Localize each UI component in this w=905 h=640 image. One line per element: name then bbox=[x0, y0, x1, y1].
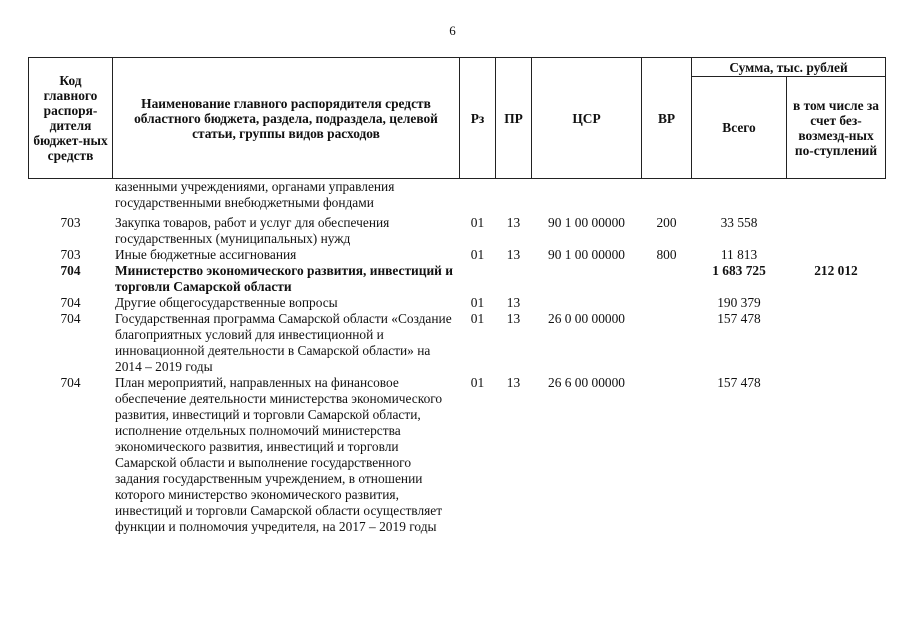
cell-vr bbox=[642, 179, 692, 212]
cell-pr: 13 bbox=[506, 311, 521, 326]
cell-csr: 26 0 00 00000 bbox=[548, 311, 625, 326]
table-row bbox=[29, 211, 886, 247]
cell-pr: 13 bbox=[506, 295, 521, 310]
cell-rz: 01 bbox=[470, 375, 485, 390]
cell-vr bbox=[642, 263, 692, 295]
cell-total: 157 478 bbox=[717, 375, 761, 390]
cell-pr bbox=[496, 179, 532, 212]
cell-total: 1 683 725 bbox=[712, 263, 766, 278]
cell-name: План мероприятий, направленных на финансовое обеспечение деятельности министерства экономического развития, инвестиций и торговли Самарской области, исполнение отдельных полномочий министерства экономического развития, инвестиций и торговли Самарской области и выполнение государственного задания государственным учреждением, в отношении которого министерство экономического развития, инвестиций и торговли Самарской области осуществляет функции и полномочия учредителя, на 2017 – 2019 годы bbox=[115, 375, 443, 534]
cell-name: Министерство экономического развития, инвестиций и торговли Самарской области bbox=[115, 263, 453, 294]
cell-rz: 01 bbox=[470, 215, 485, 230]
table-row bbox=[29, 375, 886, 535]
cell-code: 704 bbox=[60, 375, 81, 390]
cell-code: 704 bbox=[60, 295, 81, 310]
table-row bbox=[29, 179, 886, 212]
header-free: в том числе за счет без-возмезд-ных по-ступлений bbox=[787, 77, 886, 179]
cell-csr bbox=[532, 179, 642, 212]
cell-name: Другие общегосударственные вопросы bbox=[115, 295, 338, 310]
cell-rz bbox=[460, 179, 496, 212]
header-total: Всего bbox=[692, 77, 787, 179]
cell-vr: 200 bbox=[656, 215, 677, 230]
cell-free: 212 012 bbox=[814, 263, 858, 278]
cell-rz bbox=[460, 263, 496, 295]
cell-code: 703 bbox=[60, 247, 81, 262]
header-row-top bbox=[29, 58, 886, 77]
cell-rz: 01 bbox=[470, 311, 485, 326]
cell-vr bbox=[642, 295, 692, 311]
cell-code bbox=[29, 179, 113, 212]
header-sum: Сумма, тыс. рублей bbox=[692, 58, 886, 77]
cell-code: 703 bbox=[60, 215, 81, 230]
header-name: Наименование главного распорядителя средств областного бюджета, раздела, подраздела, целевой статьи, группы видов расходов bbox=[113, 58, 460, 179]
cell-rz: 01 bbox=[470, 295, 485, 310]
table-row bbox=[29, 311, 886, 375]
cell-name: Иные бюджетные ассигнования bbox=[115, 247, 297, 262]
cell-pr bbox=[496, 263, 532, 295]
cell-free bbox=[787, 247, 886, 263]
header-vr: ВР bbox=[642, 58, 692, 179]
cell-csr: 90 1 00 00000 bbox=[548, 215, 625, 230]
cell-free bbox=[787, 311, 886, 375]
cell-code: 704 bbox=[60, 263, 81, 278]
cell-free bbox=[787, 211, 886, 247]
table-row bbox=[29, 295, 886, 311]
cell-vr bbox=[642, 311, 692, 375]
table-row bbox=[29, 247, 886, 263]
cell-vr bbox=[642, 375, 692, 535]
cell-total: 33 558 bbox=[720, 215, 758, 230]
budget-table bbox=[28, 57, 886, 535]
table-row bbox=[29, 263, 886, 295]
header-rz: Рз bbox=[460, 58, 496, 179]
cell-name: Государственная программа Самарской области «Создание благоприятных условий для инвестиционной и инновационной деятельности в Самарской области» на 2014 – 2019 годы bbox=[115, 311, 452, 374]
cell-free bbox=[787, 375, 886, 535]
cell-total: 11 813 bbox=[720, 247, 758, 262]
cell-free bbox=[787, 179, 886, 212]
cell-pr: 13 bbox=[506, 247, 521, 262]
cell-csr bbox=[532, 263, 642, 295]
cell-code: 704 bbox=[60, 311, 81, 326]
cell-csr: 90 1 00 00000 bbox=[548, 247, 625, 262]
header-csr: ЦСР bbox=[532, 58, 642, 179]
cell-pr: 13 bbox=[506, 375, 521, 390]
cell-total: 190 379 bbox=[717, 295, 761, 310]
cell-total bbox=[692, 179, 787, 212]
cell-name: Закупка товаров, работ и услуг для обеспечения государственных (муниципальных) нужд bbox=[115, 215, 390, 246]
header-code: Код главного распоря-дителя бюджет-ных средств bbox=[29, 58, 113, 179]
cell-pr: 13 bbox=[506, 215, 521, 230]
cell-name: казенными учреждениями, органами управления государственными внебюджетными фондами bbox=[115, 179, 395, 210]
header-pr: ПР bbox=[496, 58, 532, 179]
page-number: 6 bbox=[449, 23, 456, 38]
cell-total: 157 478 bbox=[717, 311, 761, 326]
cell-free bbox=[787, 295, 886, 311]
cell-csr bbox=[532, 295, 642, 311]
cell-csr: 26 6 00 00000 bbox=[548, 375, 625, 390]
cell-vr: 800 bbox=[656, 247, 677, 262]
cell-rz: 01 bbox=[470, 247, 485, 262]
